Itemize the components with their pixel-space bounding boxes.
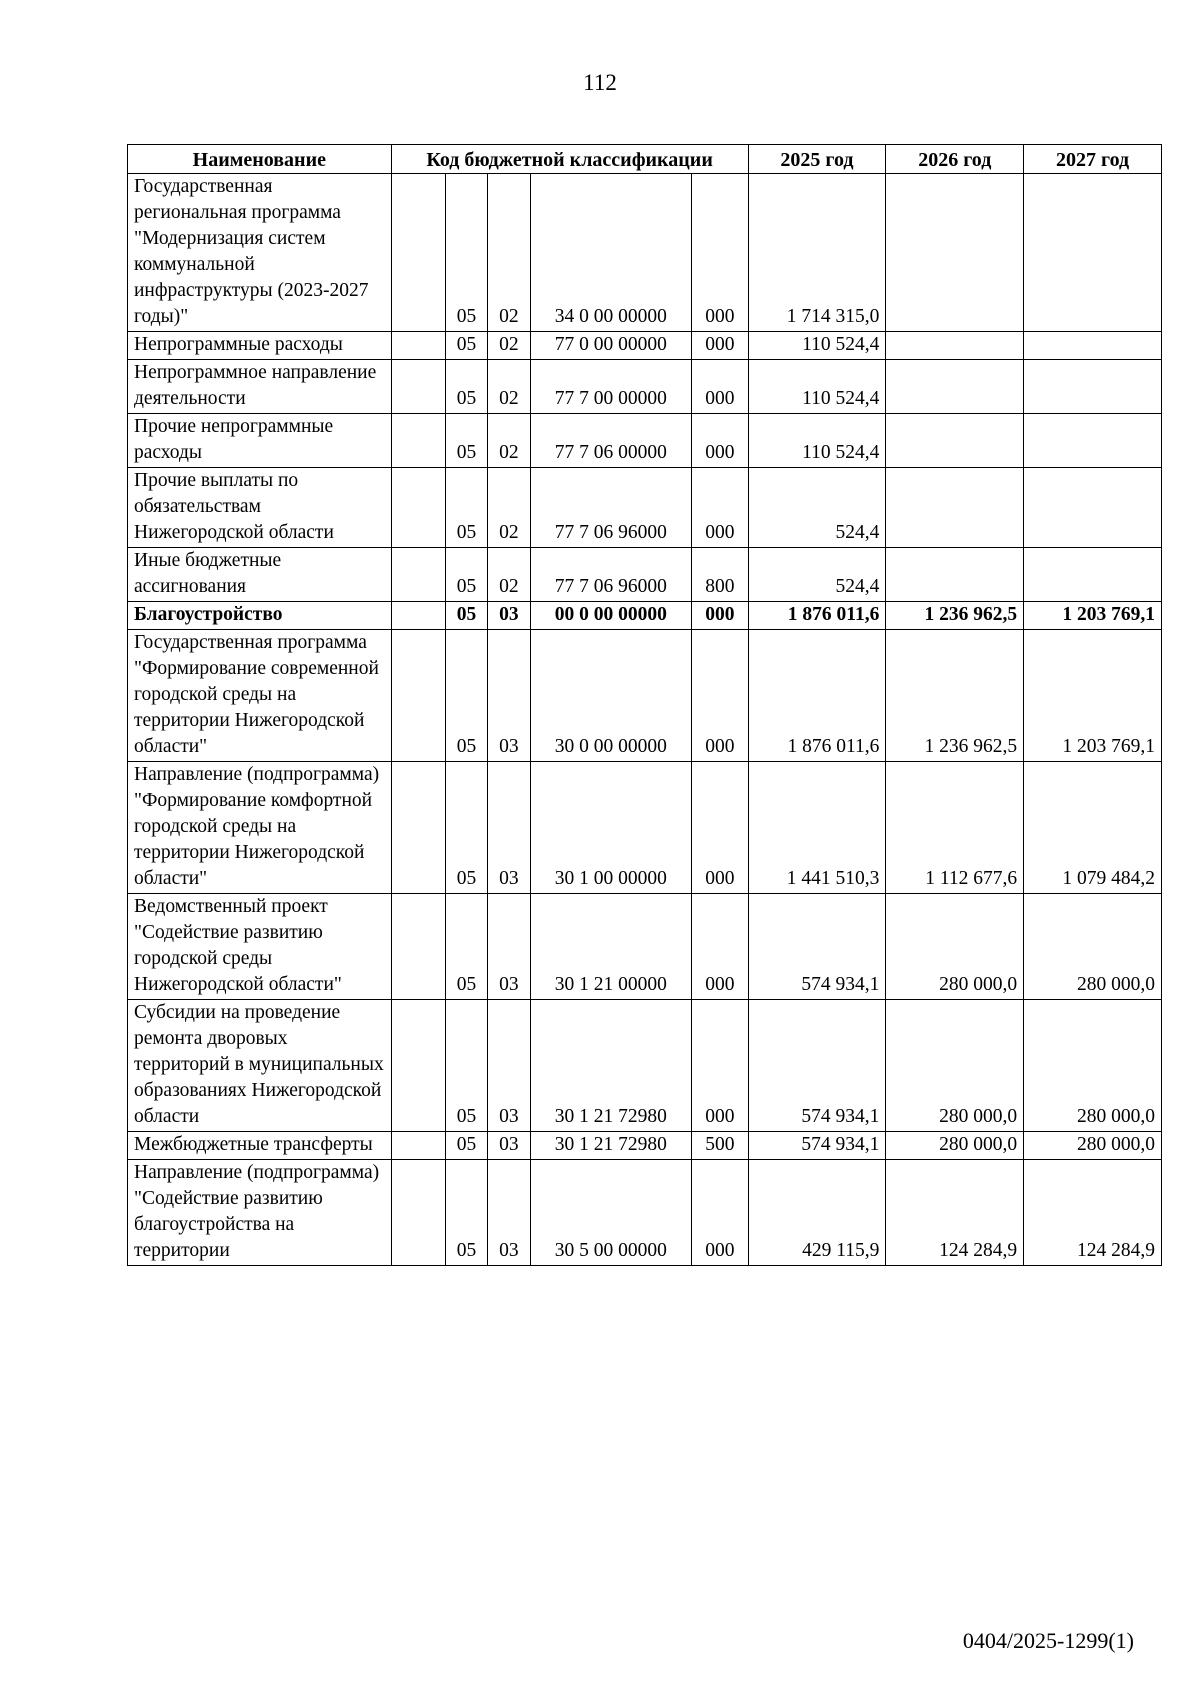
cell-target-article: 77 7 00 00000: [530, 360, 692, 414]
table-row: [128, 548, 1162, 602]
cell-expense-type: 000: [692, 360, 748, 414]
table-row: [128, 174, 1162, 332]
cell-2025: 1 876 011,6: [748, 630, 886, 762]
cell-expense-type: 000: [692, 1000, 748, 1132]
cell-target-article: 77 7 06 96000: [530, 468, 692, 548]
cell-blank: [391, 332, 445, 360]
cell-blank: [391, 548, 445, 602]
table-row: [128, 332, 1162, 360]
header-2027: 2027 год: [1024, 145, 1162, 174]
cell-name: Государственная региональная программа "Модернизация систем коммунальной инфраструктуры (2023-2027 годы)": [128, 174, 392, 332]
cell-2026: 280 000,0: [886, 894, 1024, 1000]
page-number: 112: [583, 70, 617, 95]
cell-section: 05: [445, 630, 487, 762]
cell-section: 05: [445, 894, 487, 1000]
cell-name: Непрограммные расходы: [128, 332, 392, 360]
cell-subsection: 03: [488, 1160, 530, 1266]
cell-name: Прочие выплаты по обязательствам Нижегородской области: [128, 468, 392, 548]
table-body: [128, 174, 1162, 1266]
cell-blank: [391, 360, 445, 414]
cell-section: 05: [445, 602, 487, 630]
cell-expense-type: 500: [692, 1132, 748, 1160]
cell-blank: [391, 1160, 445, 1266]
cell-2027: 124 284,9: [1024, 1160, 1162, 1266]
table-row: [128, 1132, 1162, 1160]
table-row: [128, 414, 1162, 468]
cell-2025: 110 524,4: [748, 360, 886, 414]
table-row: [128, 468, 1162, 548]
cell-subsection: 02: [488, 360, 530, 414]
table-row: [128, 762, 1162, 894]
cell-section: 05: [445, 414, 487, 468]
cell-subsection: 02: [488, 174, 530, 332]
cell-section: 05: [445, 548, 487, 602]
cell-2027: 1 203 769,1: [1024, 602, 1162, 630]
cell-2025: 574 934,1: [748, 1132, 886, 1160]
cell-expense-type: 000: [692, 414, 748, 468]
cell-section: 05: [445, 468, 487, 548]
cell-2026: [886, 414, 1024, 468]
cell-name: Направление (подпрограмма) "Формирование комфортной городской среды на территории Нижегородской области": [128, 762, 392, 894]
cell-2027: 1 079 484,2: [1024, 762, 1162, 894]
cell-subsection: 02: [488, 414, 530, 468]
cell-2026: [886, 174, 1024, 332]
cell-subsection: 03: [488, 602, 530, 630]
cell-target-article: 77 7 06 00000: [530, 414, 692, 468]
cell-section: 05: [445, 1132, 487, 1160]
cell-name: Направление (подпрограмма) "Содействие развитию благоустройства на территории: [128, 1160, 392, 1266]
cell-expense-type: 000: [692, 468, 748, 548]
cell-name: Иные бюджетные ассигнования: [128, 548, 392, 602]
cell-blank: [391, 894, 445, 1000]
cell-2026: 280 000,0: [886, 1000, 1024, 1132]
cell-section: 05: [445, 332, 487, 360]
cell-2025: 524,4: [748, 468, 886, 548]
table-row: [128, 1000, 1162, 1132]
cell-2025: 1 714 315,0: [748, 174, 886, 332]
cell-expense-type: 000: [692, 630, 748, 762]
cell-expense-type: 000: [692, 1160, 748, 1266]
cell-2027: 280 000,0: [1024, 1132, 1162, 1160]
cell-expense-type: 000: [692, 894, 748, 1000]
cell-2025: 429 115,9: [748, 1160, 886, 1266]
cell-name: Ведомственный проект "Содействие развитию городской среды Нижегородской области": [128, 894, 392, 1000]
cell-expense-type: 800: [692, 548, 748, 602]
header-name: Наименование: [128, 145, 392, 174]
cell-target-article: 77 0 00 00000: [530, 332, 692, 360]
header-2025: 2025 год: [748, 145, 886, 174]
cell-target-article: 77 7 06 96000: [530, 548, 692, 602]
cell-blank: [391, 414, 445, 468]
cell-name: Благоустройство: [128, 602, 392, 630]
cell-target-article: 30 5 00 00000: [530, 1160, 692, 1266]
table-row: [128, 360, 1162, 414]
cell-blank: [391, 630, 445, 762]
cell-section: 05: [445, 174, 487, 332]
cell-section: 05: [445, 1000, 487, 1132]
cell-name: Государственная программа "Формирование современной городской среды на территории Нижегородской области": [128, 630, 392, 762]
table-header-row: [128, 145, 1162, 174]
cell-2026: [886, 332, 1024, 360]
cell-name: Непрограммное направление деятельности: [128, 360, 392, 414]
cell-subsection: 02: [488, 332, 530, 360]
cell-subsection: 03: [488, 630, 530, 762]
cell-target-article: 30 1 21 72980: [530, 1132, 692, 1160]
cell-target-article: 30 1 00 00000: [530, 762, 692, 894]
cell-blank: [391, 1000, 445, 1132]
header-2026: 2026 год: [886, 145, 1024, 174]
cell-name: Межбюджетные трансферты: [128, 1132, 392, 1160]
cell-2026: [886, 468, 1024, 548]
cell-blank: [391, 174, 445, 332]
cell-blank: [391, 1132, 445, 1160]
cell-2025: 110 524,4: [748, 414, 886, 468]
table-row: [128, 602, 1162, 630]
cell-2026: 280 000,0: [886, 1132, 1024, 1160]
cell-section: 05: [445, 762, 487, 894]
table-row: [128, 630, 1162, 762]
cell-2026: 124 284,9: [886, 1160, 1024, 1266]
header-code: Код бюджетной классификации: [391, 145, 748, 174]
document-number: 0404/2025-1299(1): [962, 1628, 1134, 1653]
cell-target-article: 30 1 21 00000: [530, 894, 692, 1000]
cell-blank: [391, 602, 445, 630]
cell-blank: [391, 762, 445, 894]
budget-table: [127, 144, 1162, 1266]
cell-2025: 574 934,1: [748, 1000, 886, 1132]
cell-2026: 1 236 962,5: [886, 630, 1024, 762]
cell-blank: [391, 468, 445, 548]
cell-section: 05: [445, 1160, 487, 1266]
cell-expense-type: 000: [692, 602, 748, 630]
cell-2027: [1024, 174, 1162, 332]
cell-2025: 110 524,4: [748, 332, 886, 360]
cell-2027: [1024, 468, 1162, 548]
cell-2026: [886, 548, 1024, 602]
cell-2027: [1024, 360, 1162, 414]
cell-2026: 1 236 962,5: [886, 602, 1024, 630]
cell-2027: 1 203 769,1: [1024, 630, 1162, 762]
cell-2025: 574 934,1: [748, 894, 886, 1000]
cell-subsection: 03: [488, 1000, 530, 1132]
cell-target-article: 34 0 00 00000: [530, 174, 692, 332]
cell-2027: [1024, 548, 1162, 602]
cell-2027: 280 000,0: [1024, 1000, 1162, 1132]
cell-section: 05: [445, 360, 487, 414]
cell-2027: 280 000,0: [1024, 894, 1162, 1000]
cell-2026: 1 112 677,6: [886, 762, 1024, 894]
cell-target-article: 00 0 00 00000: [530, 602, 692, 630]
cell-2025: 1 441 510,3: [748, 762, 886, 894]
cell-2026: [886, 360, 1024, 414]
cell-name: Прочие непрограммные расходы: [128, 414, 392, 468]
cell-target-article: 30 1 21 72980: [530, 1000, 692, 1132]
cell-2025: 1 876 011,6: [748, 602, 886, 630]
cell-subsection: 02: [488, 468, 530, 548]
cell-subsection: 03: [488, 762, 530, 894]
cell-2027: [1024, 414, 1162, 468]
cell-subsection: 03: [488, 1132, 530, 1160]
cell-expense-type: 000: [692, 762, 748, 894]
cell-subsection: 02: [488, 548, 530, 602]
table-row: [128, 1160, 1162, 1266]
cell-subsection: 03: [488, 894, 530, 1000]
cell-expense-type: 000: [692, 174, 748, 332]
cell-2025: 524,4: [748, 548, 886, 602]
cell-2027: [1024, 332, 1162, 360]
cell-expense-type: 000: [692, 332, 748, 360]
cell-target-article: 30 0 00 00000: [530, 630, 692, 762]
table-row: [128, 894, 1162, 1000]
cell-name: Субсидии на проведение ремонта дворовых территорий в муниципальных образованиях Нижегородской области: [128, 1000, 392, 1132]
